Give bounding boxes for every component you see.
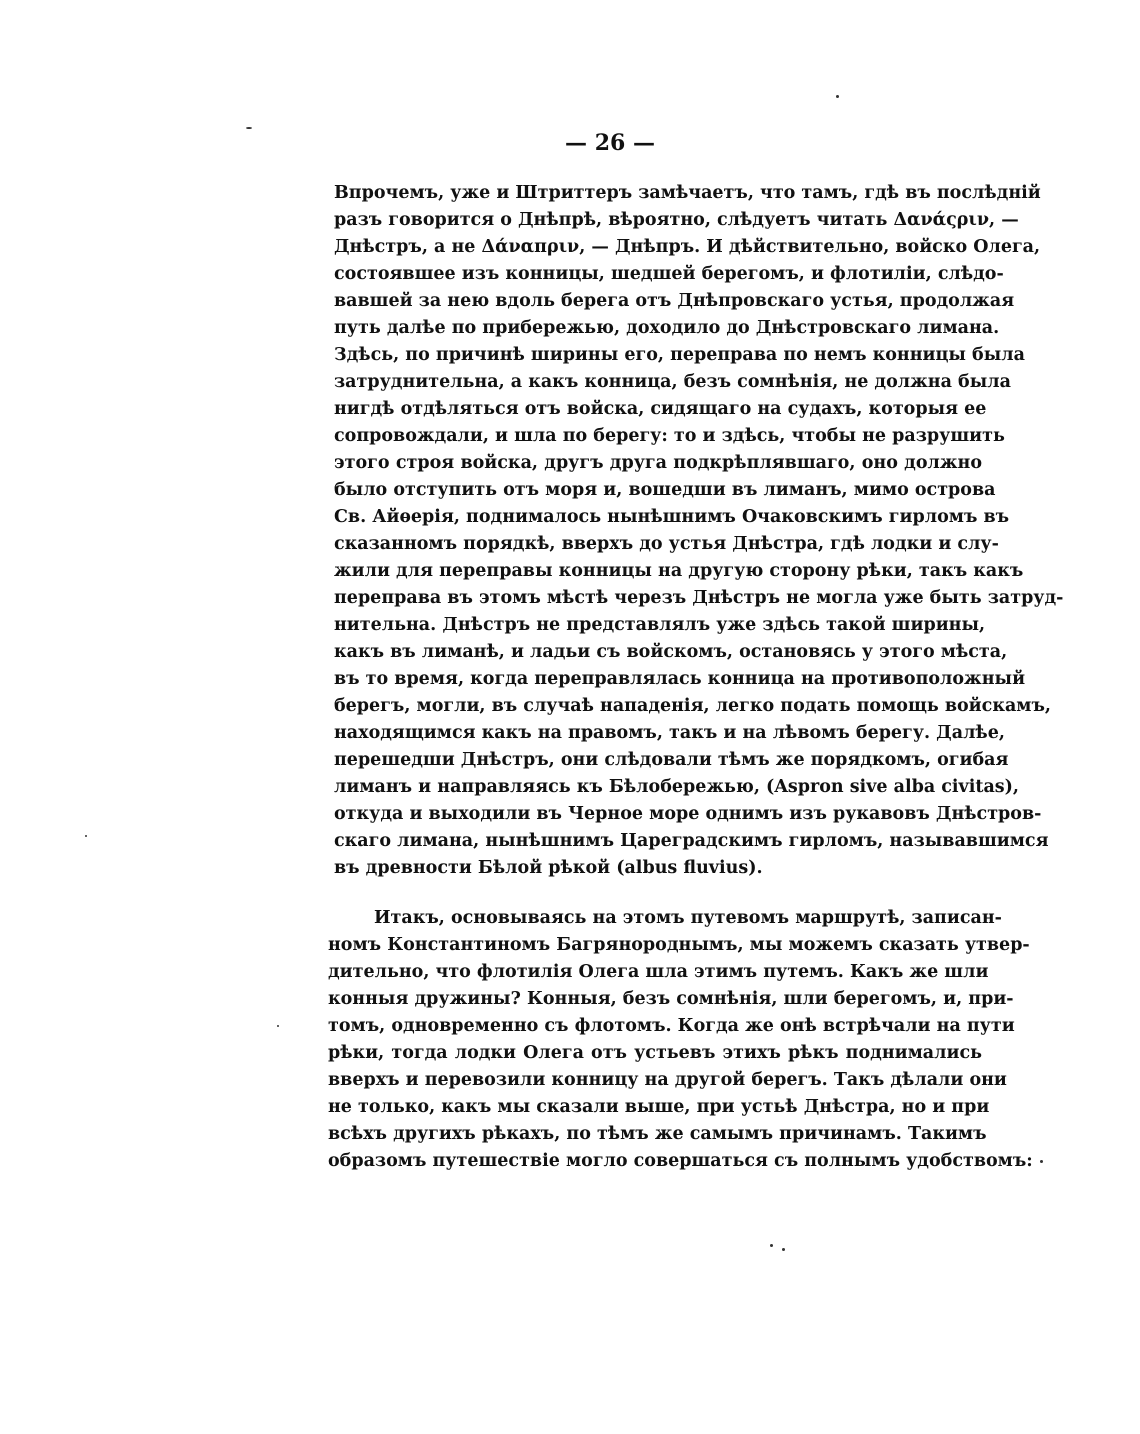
- text-line: конныя дружины? Конныя, безъ сомнѣнія, шли берегомъ, и, при-: [328, 989, 1014, 1009]
- text-line: Итакъ, основываясь на этомъ путевомъ маршрутѣ, записан-: [374, 908, 1002, 928]
- text-line: нительна. Днѣстръ не представлялъ уже здѣсь такой ширины,: [334, 615, 986, 635]
- text-line: откуда и выходили въ Черное море однимъ изъ рукавовъ Днѣстров-: [334, 804, 1042, 824]
- scan-speck: [277, 1025, 279, 1027]
- text-line: сопровождали, и шла по берегу: то и здѣсь, чтобы не разрушить: [334, 426, 1005, 446]
- text-line: затруднительна, а какъ конница, безъ сомнѣнія, не должна была: [334, 372, 1011, 392]
- text-line: Св. Айѳерія, поднималось нынѣшнимъ Очаковскимъ гирломъ въ: [334, 507, 1010, 527]
- scan-speck: [770, 1244, 773, 1247]
- text-line: томъ, одновременно съ флотомъ. Когда же онѣ встрѣчали на пути: [328, 1016, 1015, 1036]
- scan-speck: [1040, 1160, 1043, 1163]
- page-number: — 26 —: [565, 130, 655, 156]
- text-line: жили для переправы конницы на другую сторону рѣки, такъ какъ: [334, 561, 1024, 581]
- text-line: берегъ, могли, въ случаѣ нападенія, легко подать помощь войскамъ,: [334, 696, 1052, 716]
- text-line: перешедши Днѣстръ, они слѣдовали тѣмъ же порядкомъ, огибая: [334, 750, 1009, 770]
- text-line: въ древности Бѣлой рѣкой (albus fluvius).: [334, 858, 763, 878]
- text-line: Днѣстръ, а не Δάναπριν, — Днѣпръ. И дѣйствительно, войско Олега,: [334, 237, 1041, 257]
- text-line: находящимся какъ на правомъ, такъ и на лѣвомъ берегу. Далѣе,: [334, 723, 1005, 743]
- text-line: въ то время, когда переправлялась конница на противоположный: [334, 669, 1026, 689]
- text-line: вавшей за нею вдоль берега отъ Днѣпровскаго устья, продолжая: [334, 291, 1015, 311]
- text-line: было отступить отъ моря и, вошедши въ лиманъ, мимо острова: [334, 480, 996, 500]
- scan-speck: [85, 835, 87, 837]
- scan-speck: [246, 127, 252, 129]
- text-line: лиманъ и направляясь къ Бѣлобережью, (Aspron sive alba civitas),: [334, 777, 1020, 797]
- text-line: нигдѣ отдѣляться отъ войска, сидящаго на судахъ, которыя ее: [334, 399, 987, 419]
- text-line: не только, какъ мы сказали выше, при устьѣ Днѣстра, но и при: [328, 1097, 990, 1117]
- text-line: рѣки, тогда лодки Олега отъ устьевъ этихъ рѣкъ поднимались: [328, 1043, 982, 1063]
- text-line: разъ говорится о Днѣпрѣ, вѣроятно, слѣдуетъ читать Δανάςριν, —: [334, 210, 1019, 230]
- text-line: Впрочемъ, уже и Штриттеръ замѣчаетъ, что тамъ, гдѣ въ послѣдній: [334, 183, 1041, 203]
- text-line: Здѣсь, по причинѣ ширины его, переправа по немъ конницы была: [334, 345, 1025, 365]
- text-line: этого строя войска, другъ друга подкрѣплявшаго, оно должно: [334, 453, 982, 473]
- text-line: какъ въ лиманѣ, и ладьи съ войскомъ, остановясь у этого мѣста,: [334, 642, 1008, 662]
- text-line: состоявшее изъ конницы, шедшей берегомъ, и флотиліи, слѣдо-: [334, 264, 1004, 284]
- paragraph-2: [328, 905, 1033, 1175]
- scan-speck: [782, 1248, 785, 1251]
- text-line: образомъ путешествіе могло совершаться съ полнымъ удобствомъ:: [328, 1151, 1033, 1171]
- text-line: переправа въ этомъ мѣстѣ черезъ Днѣстръ не могла уже быть затруд-: [334, 588, 1064, 608]
- text-line: скаго лимана, нынѣшнимъ Цареградскимъ гирломъ, называвшимся: [334, 831, 1049, 851]
- scan-speck: [836, 95, 839, 98]
- text-line: номъ Константиномъ Багрянороднымъ, мы можемъ сказать утвер-: [328, 935, 1030, 955]
- paragraph-1: [334, 180, 1064, 882]
- text-line: всѣхъ другихъ рѣкахъ, по тѣмъ же самымъ причинамъ. Такимъ: [328, 1124, 987, 1144]
- text-line: путь далѣе по прибережью, доходило до Днѣстровскаго лимана.: [334, 318, 1000, 338]
- text-line: дительно, что флотилія Олега шла этимъ путемъ. Какъ же шли: [328, 962, 989, 982]
- text-line: вверхъ и перевозили конницу на другой берегъ. Такъ дѣлали они: [328, 1070, 1007, 1090]
- text-line: сказанномъ порядкѣ, вверхъ до устья Днѣстра, гдѣ лодки и слу-: [334, 534, 999, 554]
